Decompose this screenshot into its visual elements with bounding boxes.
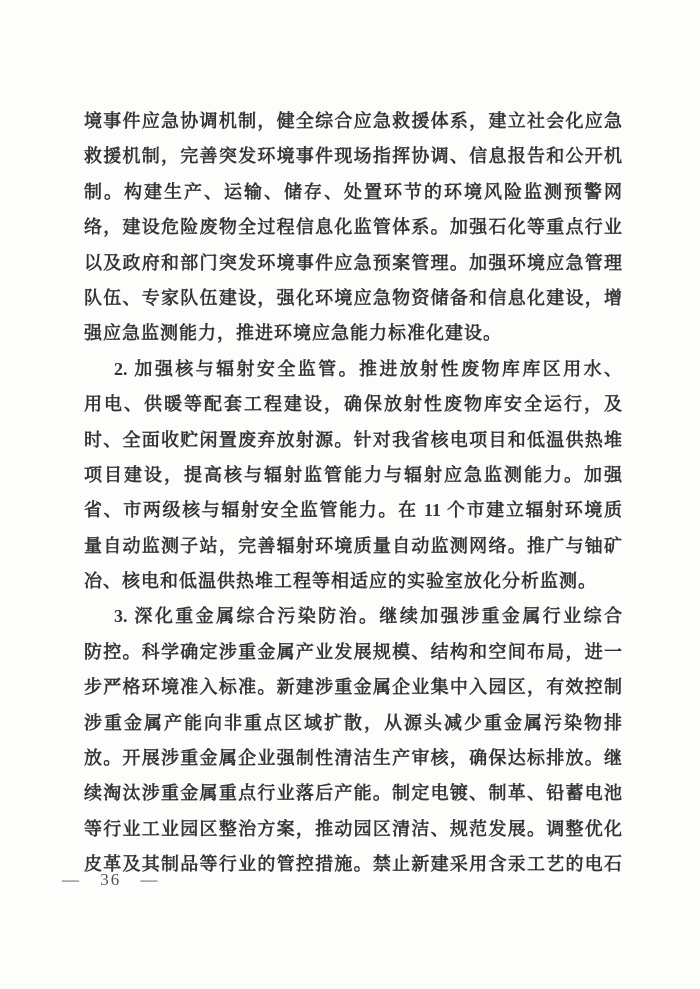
text-line: 等行业工业园区整治方案，推动园区清洁、规范发展。调整优化	[84, 818, 622, 839]
text-line: 强应急监测能力，推进环境应急能力标准化建设。	[84, 323, 502, 344]
text-line: 放。开展涉重金属企业强制性清洁生产审核，确保达标排放。继	[84, 748, 622, 769]
paragraph-3	[84, 599, 622, 882]
text-line: 境事件应急协调机制，健全综合应急救援体系，建立社会化应急	[84, 111, 622, 131]
text-line: 救援机制，完善突发环境事件现场指挥协调、信息报告和公开机	[84, 146, 622, 167]
text-line: 时、全面收贮闲置废弃放射源。针对我省核电项目和低温供热堆	[84, 429, 622, 450]
paragraph-2	[84, 352, 622, 600]
text-line: 续淘汰涉重金属重点行业落后产能。制定电镀、制革、铅蓄电池	[84, 783, 622, 804]
text-line: 络，建设危险废物全过程信息化监管体系。加强石化等重点行业	[84, 217, 622, 238]
text-line: 2. 加强核与辐射安全监管。推进放射性废物库库区用水、	[114, 358, 622, 379]
page-footer	[62, 870, 160, 890]
page-number: — 36 —	[62, 870, 160, 889]
text-line: 以及政府和部门突发环境事件应急预案管理。加强环境应急管理	[84, 252, 622, 273]
text-line: 队伍、专家队伍建设，强化环境应急物资储备和信息化建设，增	[84, 287, 622, 308]
text-line: 用电、供暖等配套工程建设，确保放射性废物库安全运行，及	[84, 394, 622, 415]
text-line: 省、市两级核与辐射安全监管能力。在 11 个市建立辐射环境质	[84, 500, 622, 521]
text-line: 制。构建生产、运输、储存、处置环节的环境风险监测预警网	[84, 181, 622, 202]
text-line: 涉重金属产能向非重点区域扩散，从源头减少重金属污染物排	[84, 712, 622, 733]
text-line: 冶、核电和低温供热堆工程等相适应的实验室放化分析监测。	[84, 571, 597, 592]
text-line: 防控。科学确定涉重金属产业发展规模、结构和空间布局，进一	[84, 641, 622, 662]
text-line: 步严格环境准入标准。新建涉重金属企业集中入园区，有效控制	[84, 677, 622, 698]
text-line: 皮革及其制品等行业的管控措施。禁止新建采用含汞工艺的电石	[84, 854, 622, 875]
paragraph-1	[84, 104, 622, 352]
text-line: 3. 深化重金属综合污染防治。继续加强涉重金属行业综合	[114, 606, 622, 627]
text-line: 项目建设，提高核与辐射监管能力与辐射应急监测能力。加强	[84, 464, 622, 485]
document-body	[84, 104, 622, 883]
text-line: 量自动监测子站，完善辐射环境质量自动监测网络。推广与铀矿	[84, 535, 622, 556]
